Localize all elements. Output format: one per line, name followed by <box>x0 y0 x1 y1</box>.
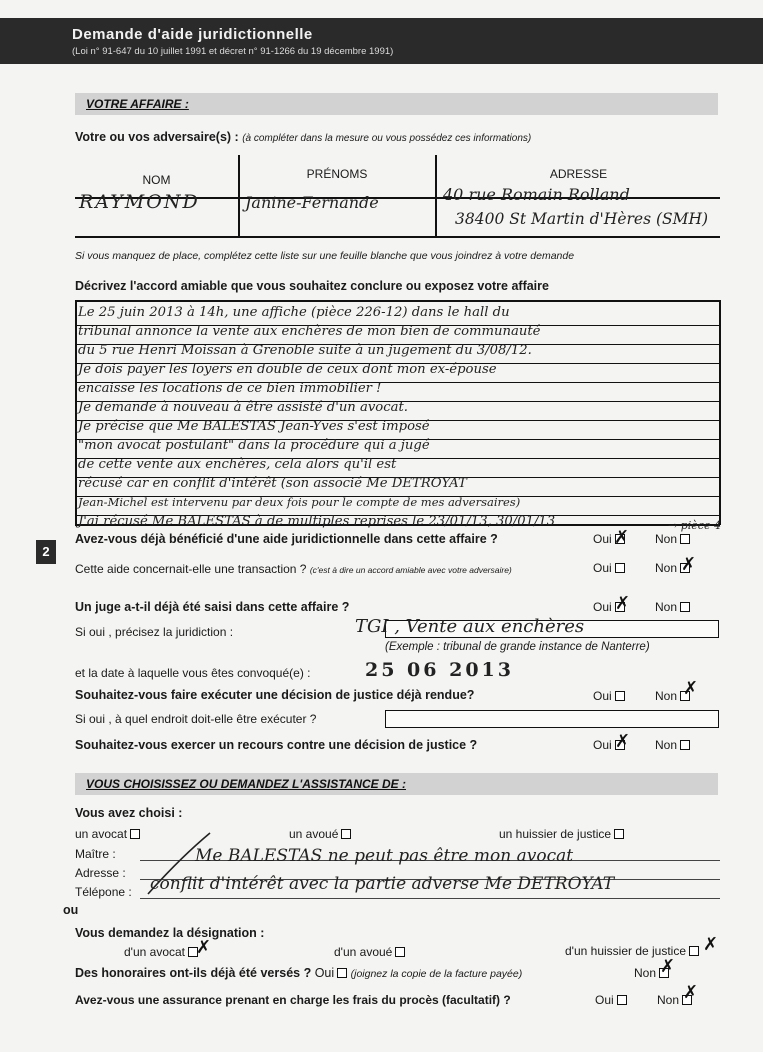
checkbox-non[interactable] <box>680 740 690 750</box>
question-executer-decision: Souhaitez-vous faire exécuter une décision de justice déjà rendue? <box>75 688 475 702</box>
checkbox-oui[interactable] <box>615 691 625 701</box>
form-legal-reference: (Loi n° 91-647 du 10 juillet 1991 et décret n° 91-1266 du 19 décembre 1991) <box>72 46 394 57</box>
answer-executer-non[interactable]: Non <box>655 689 690 703</box>
answer-recours-oui[interactable]: Oui <box>593 738 625 752</box>
option-huissier[interactable]: un huissier de justice <box>499 827 624 841</box>
description-text <box>78 303 738 531</box>
form-title: Demande d'aide juridictionnelle <box>72 26 313 43</box>
designation-huissier[interactable]: d'un huissier de justice <box>565 944 699 958</box>
answer-juge-oui[interactable]: Oui <box>593 600 625 614</box>
answer-transaction-oui[interactable]: Oui <box>593 561 625 575</box>
adversaire-prenoms: Janine-Fernande <box>245 193 379 212</box>
description-label: Décrivez l'accord amiable que vous souhaitez conclure ou exposez votre affaire <box>75 279 549 293</box>
ou-label: ou <box>63 903 79 917</box>
designation-label: Vous demandez la désignation : <box>75 926 265 940</box>
checkbox-oui[interactable] <box>617 995 627 1005</box>
maitre-label: Maître : <box>75 847 116 861</box>
date-convocation-value: 25 06 2013 <box>365 659 514 681</box>
checkbox-huissier[interactable] <box>614 829 624 839</box>
column-header-adresse: ADRESSE <box>549 167 608 181</box>
checkbox-non[interactable] <box>680 602 690 612</box>
juridiction-example: (Exemple : tribunal de grande instance de Nanterre) <box>385 641 650 653</box>
question-transaction: Cette aide concernait-elle une transaction ? (c'est à dire un accord amiable avec votre adversaire) <box>75 562 512 576</box>
description-line: récusé car en conflit d'intérêt (son associé Me DETROYAT <box>78 476 467 491</box>
handwritten-note-line-1: Me BALESTAS ne peut pas être mon avocat <box>195 846 574 866</box>
pièce-annotation: → pièce 4 <box>668 519 721 532</box>
description-line: Je précise que Me BALESTAS Jean-Yves s'est imposé <box>78 419 430 434</box>
adversaire-adresse-ligne-1: 40 rue Romain Rolland <box>443 185 630 204</box>
description-line: du 5 rue Henri Moissan à Grenoble suite à un jugement du 3/08/12. <box>78 343 532 358</box>
adversaires-table <box>75 155 720 237</box>
handwritten-note-line-2: conflit d'intérêt avec la partie adverse Me DETROYAT <box>150 874 615 894</box>
option-avocat[interactable]: un avocat <box>75 827 140 841</box>
telephone-line <box>140 898 720 899</box>
choisi-label: Vous avez choisi : <box>75 806 183 820</box>
description-line: Je dois payer les loyers en double de ceux dont mon ex-épouse <box>78 362 497 377</box>
question-juge-saisi: Un juge a-t-il déjà été saisi dans cette affaire ? <box>75 600 350 614</box>
designation-avoue[interactable]: d'un avoué <box>334 945 405 959</box>
description-line: J'ai récusé Me BALESTAS à de multiples reprises le 23/01/13, 30/01/13 <box>78 514 556 529</box>
question-recours: Souhaitez-vous exercer un recours contre une décision de justice ? <box>75 738 478 752</box>
answer-executer-oui[interactable]: Oui <box>593 689 625 703</box>
lieu-execution-label: Si oui , à quel endroit doit-elle être exécuter ? <box>75 712 317 726</box>
answer-transaction-non[interactable]: Non <box>655 561 690 575</box>
section-title-votre-affaire: VOTRE AFFAIRE : <box>86 97 189 111</box>
column-header-nom: NOM <box>142 173 171 187</box>
date-convocation-field[interactable] <box>365 661 515 679</box>
question-honoraires: Des honoraires ont-ils déjà été versés ? Oui (joignez la copie de la facture payée) <box>75 966 523 980</box>
checkbox-non[interactable] <box>680 534 690 544</box>
question-assurance: Avez-vous une assurance prenant en charge les frais du procès (facultatif) ? <box>75 993 511 1007</box>
description-line: tribunal annonce la vente aux enchères de mon bien de communauté <box>78 324 541 339</box>
column-header-prenoms: PRÉNOMS <box>306 167 368 181</box>
section-title-assistance: VOUS CHOISISSEZ OU DEMANDEZ L'ASSISTANCE DE : <box>86 777 406 791</box>
checkbox-oui[interactable] <box>615 563 625 573</box>
checkbox-avocat[interactable] <box>130 829 140 839</box>
answer-aide-anterieure-oui[interactable]: Oui <box>593 532 625 546</box>
description-line: Je demande à nouveau à être assisté d'un avocat. <box>78 400 408 415</box>
answer-honoraires-non[interactable]: Non <box>634 966 669 980</box>
designation-avocat[interactable]: d'un avocat <box>124 945 198 959</box>
date-convocation-label: et la date à laquelle vous êtes convoqué(e) : <box>75 666 311 680</box>
adversaires-label: Votre ou vos adversaire(s) : (à compléter dans la mesure ou vous possédez ces informations) <box>75 130 532 144</box>
telephone-label: Télépone : <box>75 885 132 899</box>
checkbox-avoue[interactable] <box>341 829 351 839</box>
lieu-execution-field[interactable] <box>385 710 719 728</box>
description-line: de cette vente aux enchères, cela alors qu'il est <box>78 457 397 472</box>
juridiction-label: Si oui , précisez la juridiction : <box>75 625 234 639</box>
description-line: encaisse les locations de ce bien immobilier ! <box>78 381 382 396</box>
juridiction-value: TGI , Vente aux enchères <box>355 616 585 637</box>
answer-assurance-non[interactable]: Non <box>657 993 692 1007</box>
adresse-label: Adresse : <box>75 866 126 880</box>
description-line: Jean-Michel est intervenu par deux fois pour le compte de mes adversaires) <box>78 495 521 509</box>
checkbox-honoraires-oui[interactable] <box>337 968 347 978</box>
description-line: "mon avocat postulant" dans la procédure qui a jugé <box>78 438 430 453</box>
option-avoue[interactable]: un avoué <box>289 827 351 841</box>
checkbox-designation-avoue[interactable] <box>395 947 405 957</box>
answer-recours-non[interactable]: Non <box>655 738 690 752</box>
place-note: Si vous manquez de place, complétez cette liste sur une feuille blanche que vous joindrez à votre demande <box>75 250 575 262</box>
section-number: 2 <box>36 540 56 564</box>
checkbox-designation-huissier[interactable] <box>689 946 699 956</box>
question-aide-anterieure: Avez-vous déjà bénéficié d'une aide juridictionnelle dans cette affaire ? <box>75 532 498 546</box>
answer-assurance-oui[interactable]: Oui <box>595 993 627 1007</box>
adversaire-nom: RAYMOND <box>79 191 200 213</box>
description-line: Le 25 juin 2013 à 14h, une affiche (pièce 226-12) dans le hall du <box>78 305 510 320</box>
answer-aide-anterieure-non[interactable]: Non <box>655 532 690 546</box>
adversaire-adresse-ligne-2: 38400 St Martin d'Hères (SMH) <box>455 210 709 228</box>
answer-juge-non[interactable]: Non <box>655 600 690 614</box>
